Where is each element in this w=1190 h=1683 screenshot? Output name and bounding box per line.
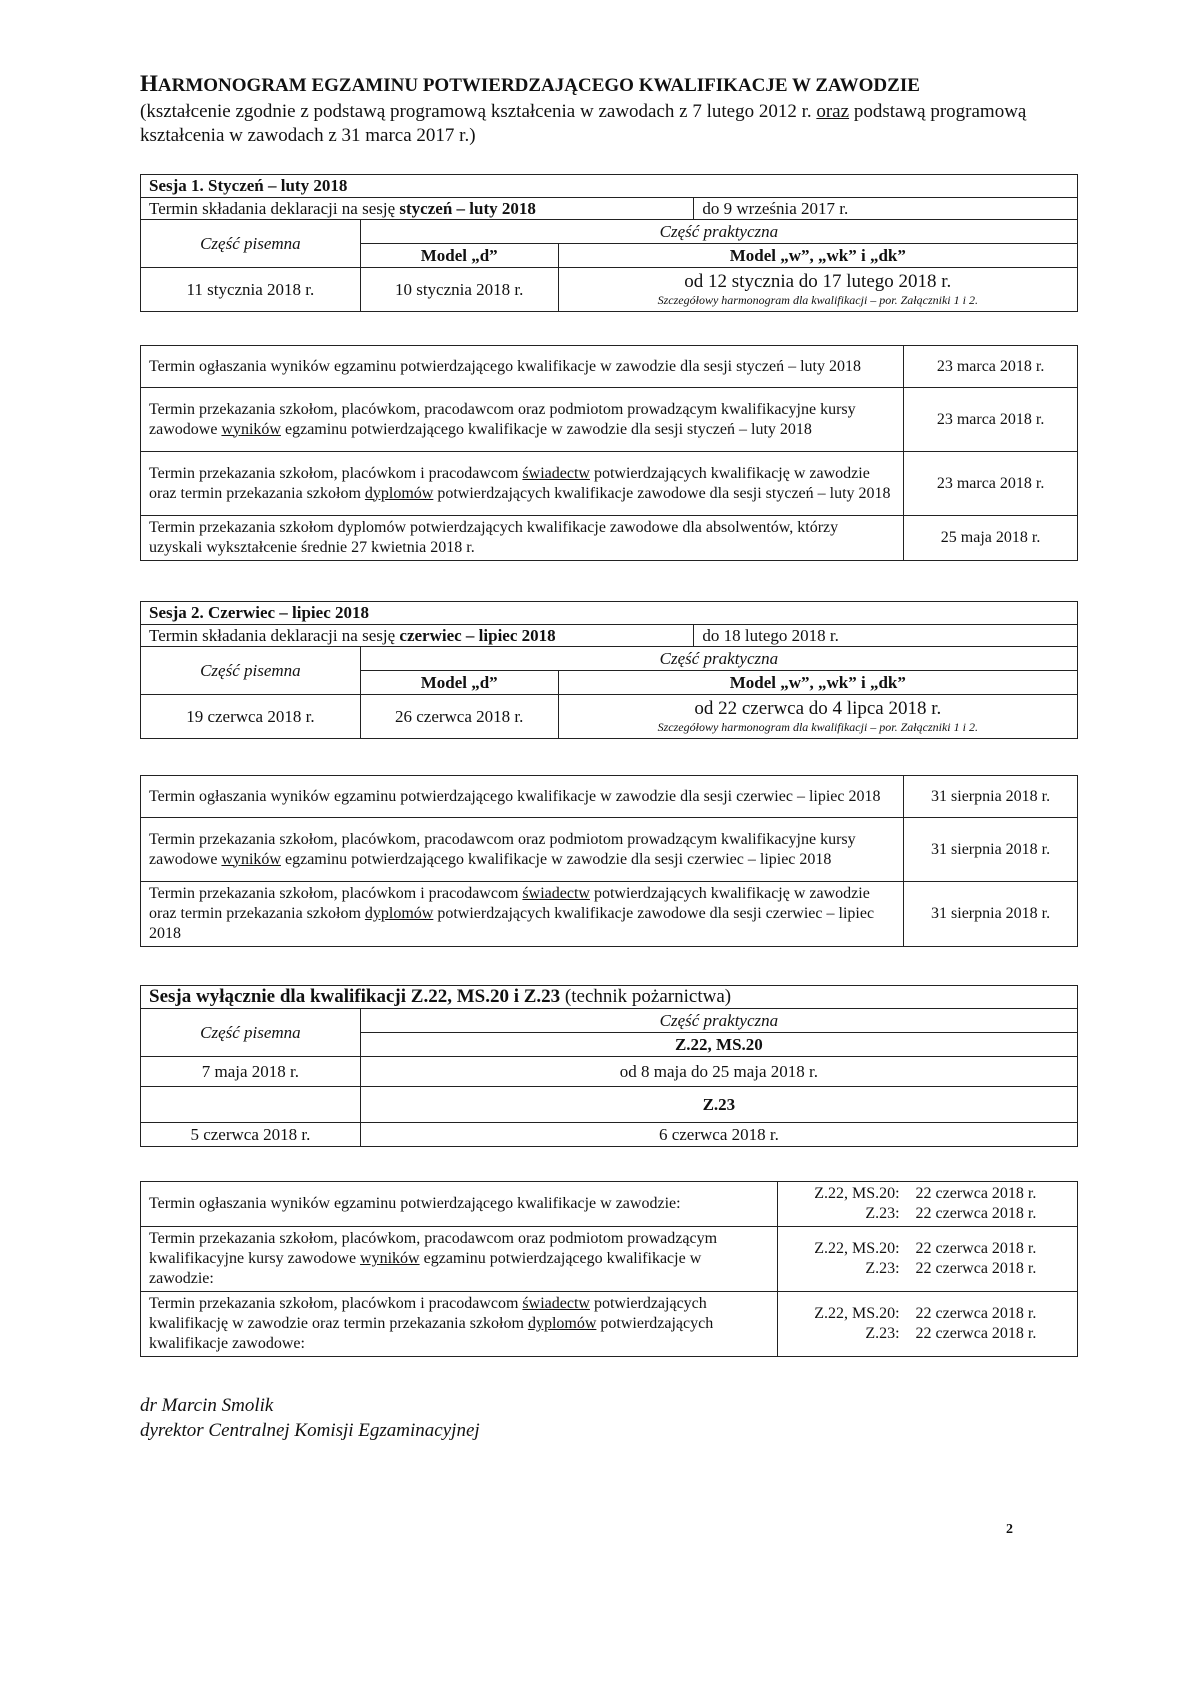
text-fragment: Termin przekazania szkołom, placówkom i pracodawcom: [149, 1295, 523, 1312]
info-description: [141, 346, 904, 388]
session1-model-d: Model „d”: [360, 244, 558, 268]
session3-q1-practical-date: od 8 maja do 25 maja 2018 r.: [360, 1057, 1077, 1087]
qualification-labels: [778, 1292, 908, 1357]
info-description: [141, 818, 904, 882]
session2-model-w-cell: [558, 695, 1077, 739]
session1-info-body: [141, 346, 1078, 561]
info-row: [141, 1227, 1078, 1292]
session3-written-label: Część pisemna: [141, 1009, 361, 1057]
text-fragment: potwierdzających kwalifikację w zawodzie oraz termin przekazania szkołom: [149, 464, 870, 502]
session3-table: [140, 985, 1078, 1147]
qualification-date: 22 czerwca 2018 r.: [915, 1260, 1037, 1277]
info-description: [141, 516, 904, 561]
session2-detail-note: Szczegółowy harmonogram dla kwalifikacji – por. Załączniki 1 i 2.: [657, 720, 978, 734]
session3-q2-practical-date: 6 czerwca 2018 r.: [360, 1123, 1077, 1147]
underlined-term: świadectw: [522, 464, 590, 482]
text-fragment: egzaminu potwierdzającego kwalifikacje w zawodzie:: [149, 1250, 702, 1287]
text-fragment: Termin przekazania szkołom, placówkom i pracodawcom: [149, 885, 523, 902]
session2-model-d-date: 26 czerwca 2018 r.: [360, 695, 558, 739]
qualification-labels: [778, 1182, 908, 1227]
session3-q2-written-date: 5 czerwca 2018 r.: [141, 1123, 361, 1147]
qualification-label: Z.23:: [865, 1260, 900, 1277]
info-description: [141, 776, 904, 818]
session3-q1-written-date: 7 maja 2018 r.: [141, 1057, 361, 1087]
text-fragment: Termin przekazania szkołom dyplomów potwierdzających kwalifikacje zawodowe dla absolwentów, którzy uzyskali wykształcenie średnie 27 kwietnia 2018 r.: [149, 519, 839, 556]
text-fragment: potwierdzających kwalifikację w zawodzie oraz termin przekazania szkołom: [149, 885, 870, 922]
subtitle-part1: (kształcenie zgodnie z podstawą programową kształcenia w zawodach z 7 lutego 2012 r.: [140, 101, 817, 122]
qualification-label: Z.23:: [865, 1325, 900, 1342]
info-row: [141, 818, 1078, 882]
text-fragment: potwierdzających kwalifikację w zawodzie oraz termin przekazania szkołom: [149, 1295, 707, 1332]
text-fragment: potwierdzających kwalifikacje zawodowe:: [149, 1315, 714, 1352]
session3-empty-cell: [141, 1087, 361, 1123]
title-rest: ARMONOGRAM EGZAMINU POTWIERDZAJĄCEGO KWALIFIKACJE W ZAWODZIE: [157, 75, 920, 96]
underlined-term: wyników: [221, 420, 281, 438]
info-date: 31 sierpnia 2018 r.: [904, 776, 1078, 818]
qualification-date: 22 czerwca 2018 r.: [915, 1205, 1037, 1222]
info-date: 25 maja 2018 r.: [904, 516, 1078, 561]
text-fragment: egzaminu potwierdzającego kwalifikacje w zawodzie dla sesji czerwiec – lipiec 2018: [280, 850, 832, 868]
qualification-labels: [778, 1227, 908, 1292]
info-date: 31 sierpnia 2018 r.: [904, 882, 1078, 947]
session2-header: Sesja 2. Czerwiec – lipiec 2018: [141, 602, 1078, 625]
qualification-label: Z.22, MS.20:: [814, 1305, 900, 1322]
session2-decl-label: Termin składania deklaracji na sesję czerwiec – lipiec 2018: [141, 625, 694, 647]
text-fragment: Termin ogłaszania wyników egzaminu potwierdzającego kwalifikacje w zawodzie dla sesji styczeń – luty 2018: [149, 357, 861, 375]
session1-info-table: [140, 345, 1078, 561]
session3-practical-label: Część praktyczna: [360, 1009, 1077, 1033]
session2-info-body: [141, 776, 1078, 947]
underlined-term: wyników: [221, 850, 281, 868]
session3-info-body: [141, 1182, 1078, 1357]
info-description: [141, 388, 904, 452]
qualification-label: Z.22, MS.20:: [814, 1185, 900, 1202]
qualification-date: 22 czerwca 2018 r.: [915, 1325, 1037, 1342]
session1-model-w: Model „w”, „wk” i „dk”: [558, 244, 1077, 268]
qualification-dates: [908, 1182, 1078, 1227]
session1-model-w-date: od 12 stycznia do 17 lutego 2018 r.: [684, 271, 952, 292]
session3-q1-label: Z.22, MS.20: [360, 1033, 1077, 1057]
underlined-term: dyplomów: [527, 1315, 597, 1332]
qualification-dates: [908, 1227, 1078, 1292]
text-fragment: Termin przekazania szkołom, placówkom, pracodawcom oraz podmiotom prowadzącym kwalifikacyjne kursy zawodowe: [149, 1230, 718, 1267]
underlined-term: świadectw: [522, 885, 590, 902]
session2-model-w: Model „w”, „wk” i „dk”: [558, 671, 1077, 695]
info-date: 23 marca 2018 r.: [904, 346, 1078, 388]
info-description: [141, 882, 904, 947]
session2-written-date: 19 czerwca 2018 r.: [141, 695, 361, 739]
underlined-term: świadectw: [522, 1295, 590, 1312]
text-fragment: Termin ogłaszania wyników egzaminu potwierdzającego kwalifikacje w zawodzie dla sesji czerwiec – lipiec 2018: [149, 787, 881, 805]
text-fragment: Termin ogłaszania wyników egzaminu potwierdzającego kwalifikacje w zawodzie:: [149, 1195, 681, 1212]
session1-decl-date: do 9 września 2017 r.: [694, 198, 1078, 220]
session3-info-table: [140, 1181, 1078, 1357]
info-row: [141, 1182, 1078, 1227]
session1-written-date: 11 stycznia 2018 r.: [141, 268, 361, 312]
text-fragment: egzaminu potwierdzającego kwalifikacje w zawodzie dla sesji styczeń – luty 2018: [280, 420, 812, 438]
session1-written-label: Część pisemna: [141, 220, 361, 268]
qualification-label: Z.23:: [865, 1205, 900, 1222]
session2-info-table: [140, 775, 1078, 947]
text-fragment: Termin przekazania szkołom, placówkom i pracodawcom: [149, 464, 523, 482]
session2-table: [140, 601, 1078, 739]
info-date: 23 marca 2018 r.: [904, 388, 1078, 452]
info-row: [141, 388, 1078, 452]
session1-model-w-cell: [558, 268, 1077, 312]
info-date: 23 marca 2018 r.: [904, 452, 1078, 516]
info-row: [141, 776, 1078, 818]
signature-name: dr Marcin Smolik: [140, 1395, 274, 1416]
qualification-label: Z.22, MS.20:: [814, 1240, 900, 1257]
session1-model-d-date: 10 stycznia 2018 r.: [360, 268, 558, 312]
info-description: [141, 1182, 778, 1227]
text-fragment: Termin przekazania szkołom, placówkom, pracodawcom oraz podmiotom prowadzącym kwalifikacyjne kursy zawodowe: [149, 830, 856, 868]
info-row: [141, 882, 1078, 947]
text-fragment: potwierdzających kwalifikacje zawodowe dla sesji czerwiec – lipiec 2018: [149, 905, 875, 942]
session2-decl-date: do 18 lutego 2018 r.: [694, 625, 1078, 647]
session1-header: Sesja 1. Styczeń – luty 2018: [141, 175, 1078, 198]
underlined-term: dyplomów: [364, 905, 434, 922]
session1-table: [140, 174, 1078, 312]
info-row: [141, 1292, 1078, 1357]
session2-practical-label: Część praktyczna: [360, 647, 1077, 671]
session3-header: Sesja wyłącznie dla kwalifikacji Z.22, MS.20 i Z.23 (technik pożarnictwa): [141, 986, 1078, 1009]
page-number: 2: [1006, 1522, 1013, 1537]
signature-role: dyrektor Centralnej Komisji Egzaminacyjnej: [140, 1420, 480, 1441]
session1-detail-note: Szczegółowy harmonogram dla kwalifikacji – por. Załączniki 1 i 2.: [657, 293, 978, 307]
session2-written-label: Część pisemna: [141, 647, 361, 695]
qualification-date: 22 czerwca 2018 r.: [915, 1240, 1037, 1257]
session2-model-w-date: od 22 czerwca do 4 lipca 2018 r.: [694, 698, 942, 719]
title-first-letter: H: [140, 71, 158, 96]
session2-model-d: Model „d”: [360, 671, 558, 695]
underlined-term: wyników: [360, 1250, 420, 1267]
session1-practical-label: Część praktyczna: [360, 220, 1077, 244]
qualification-date: 22 czerwca 2018 r.: [915, 1305, 1037, 1322]
text-fragment: Termin przekazania szkołom, placówkom, pracodawcom oraz podmiotom prowadzącym kwalifikacyjne kursy zawodowe: [149, 400, 856, 438]
info-row: [141, 452, 1078, 516]
info-row: [141, 346, 1078, 388]
info-description: [141, 1292, 778, 1357]
underlined-term: dyplomów: [364, 484, 434, 502]
signature: [140, 1393, 480, 1443]
info-description: [141, 452, 904, 516]
session1-decl-label: Termin składania deklaracji na sesję styczeń – luty 2018: [141, 198, 694, 220]
info-date: 31 sierpnia 2018 r.: [904, 818, 1078, 882]
document-subtitle: [140, 100, 1070, 148]
qualification-dates: [908, 1292, 1078, 1357]
info-row: [141, 516, 1078, 561]
document-title: [140, 71, 1080, 97]
session3-q2-label: Z.23: [360, 1087, 1077, 1123]
text-fragment: potwierdzających kwalifikacje zawodowe dla sesji styczeń – luty 2018: [433, 484, 891, 502]
subtitle-underlined: oraz: [816, 101, 850, 122]
qualification-date: 22 czerwca 2018 r.: [915, 1185, 1037, 1202]
info-description: [141, 1227, 778, 1292]
subtitle-part2: podstawą programową kształcenia w zawodach z 31 marca 2017 r.): [140, 101, 1027, 146]
